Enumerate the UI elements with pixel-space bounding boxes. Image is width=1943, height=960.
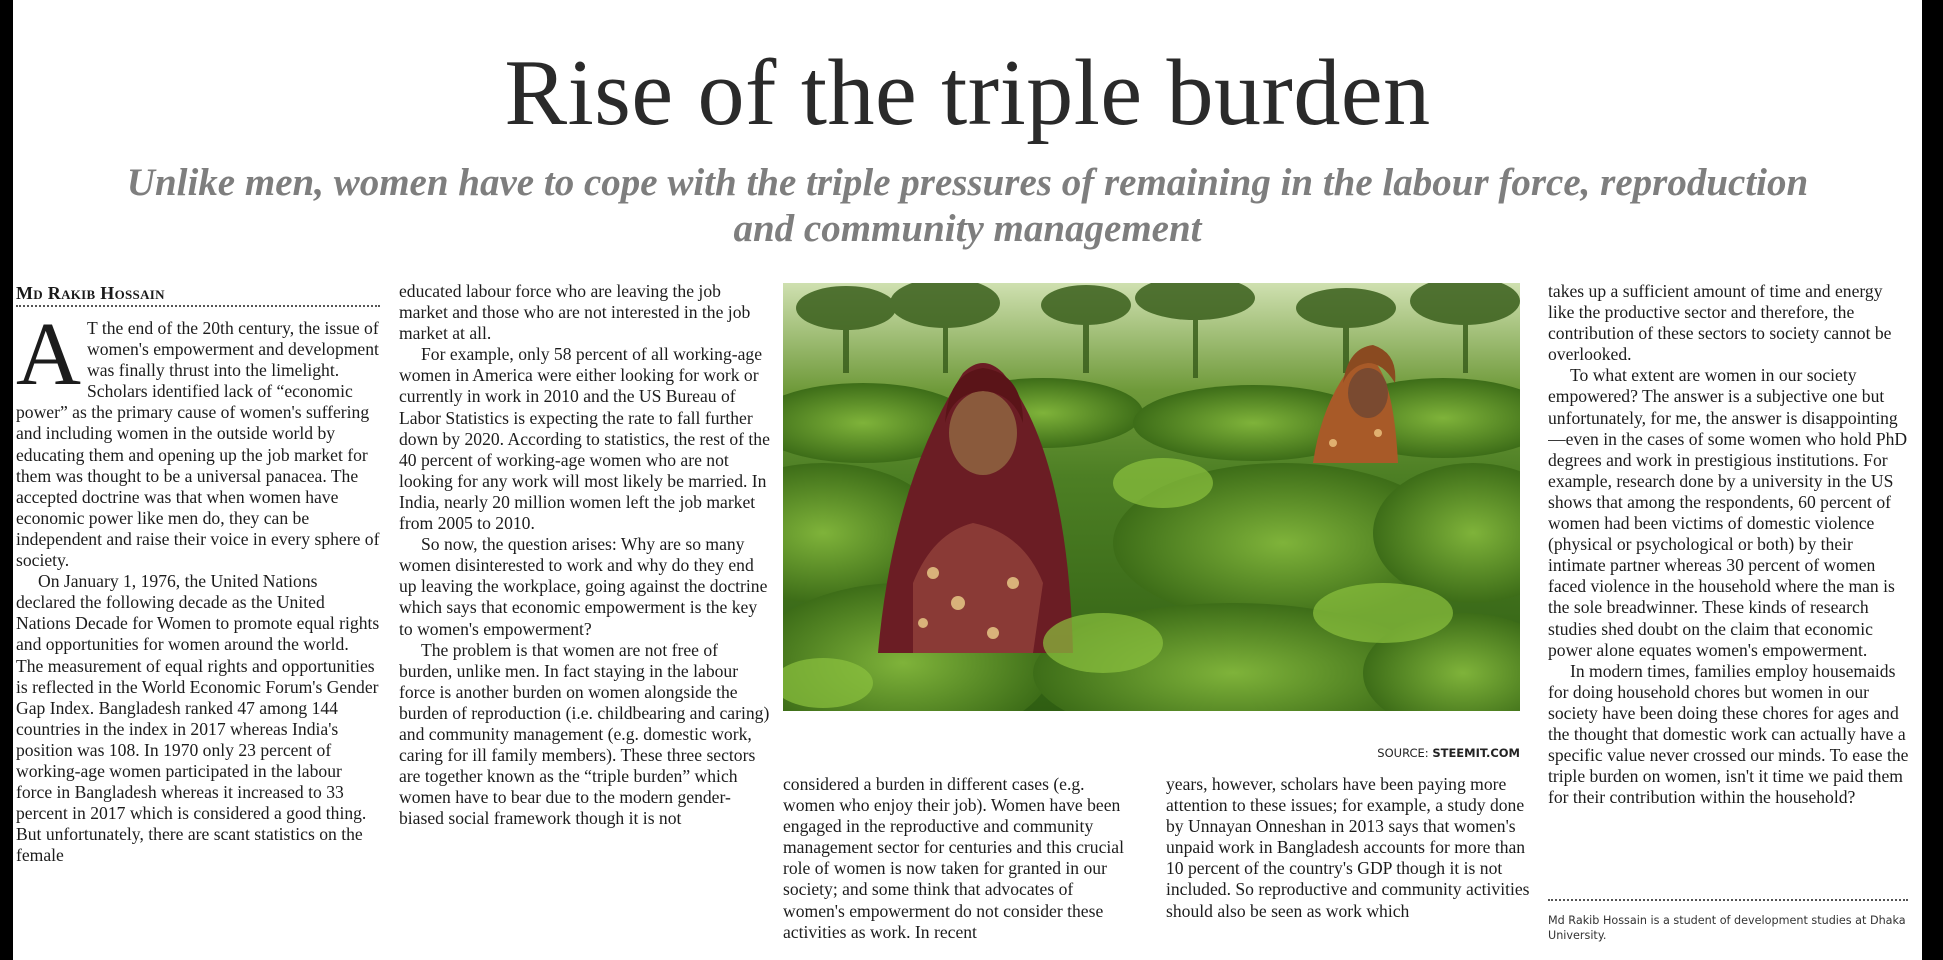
article-paragraph: years, however, scholars have been paying more attention to these issues; for example, a study done by Unnayan Onneshan in 2013 says that women's unpaid work in Bangladesh accounts for more than 10 percent of the country's GDP though it is not included. So reproductive and community activities should also be seen as work which — [1166, 774, 1530, 921]
article-paragraph: For example, only 58 percent of all working-age women in America were either looking for work or currently in work in 2010 and the US Bureau of Labor Statistics is expecting the rate to fall further down by 2020. According to statistics, the rest of the 40 percent of working-age women who are not looking for any work will most likely be married. In India, nearly 20 million women left the job market from 2005 to 2010. — [399, 344, 770, 534]
article-paragraph: takes up a sufficient amount of time and energy like the productive sector and therefore, the contribution of these sectors to society cannot be overlooked. — [1548, 281, 1892, 365]
newspaper-page — [13, 0, 1922, 960]
article-paragraph: To what extent are women in our society empowered? The answer is a subjective one but unfortunately, for me, the answer is disappointing—even in the cases of some women who hold PhD degrees and work in prestigious institutions. For example, research done by a university in the US shows that among the respondents, 60 percent of women had been victims of domestic violence (physical or psychological or both) by their intimate partner whereas 30 percent of women faced violence in the household where the man is the sole breadwinner. These kinds of research studies shed doubt on the claim that economic power alone equates women's empowerment. — [1548, 365, 1908, 660]
photo-credit-source: STEEMIT.COM — [1432, 746, 1520, 760]
article-column-5 — [1548, 281, 1912, 893]
paragraph-text: T the end of the 20th century, the issue of women's empowerment and development was finally thrust into the limelight. Scholars identified lack of “economic power” as the primary cause of women's suffering and including women in the outside world by educating them and opening up the job market for them was thought to be a universal panacea. The accepted doctrine was that when women have economic power like men do, they can be independent and raise their voice in every sphere of society. — [16, 318, 380, 571]
article-column-3 — [783, 774, 1137, 960]
subheadline: Unlike men, women have to cope with the triple pressures of remaining in the labour force, reproduction and community management — [126, 161, 1809, 250]
article-paragraph: On January 1, 1976, the United Nations declared the following decade as the United Nations Decade for Women to promote equal rights and opportunities for women around the world. The measurement of equal rights and opportunities is reflected in the World Economic Forum's Gender Gap Index. Bangladesh ranked 47 among 144 countries in the index in 2017 whereas India's position was 108. In 1970 only 23 percent of working-age women participated in the labour force in Bangladesh whereas it increased to 33 percent in 2017 which is considered a good thing. But unfortunately, there are scant statistics on the female — [16, 571, 380, 866]
photo-credit-label: SOURCE: — [1377, 746, 1429, 760]
article-column-4 — [1166, 774, 1530, 960]
article-column-2 — [399, 281, 770, 960]
photo-credit — [1113, 746, 1520, 760]
article-paragraph: educated labour force who are leaving the job market and those who are not interested in the job market at all. — [399, 281, 751, 344]
drop-cap: A — [16, 318, 81, 404]
article-column-1 — [16, 318, 380, 960]
article-photo — [783, 283, 1520, 711]
article-paragraph — [16, 318, 380, 571]
article-paragraph: The problem is that women are not free of burden, unlike men. In fact staying in the labour force is another burden on women alongside the burden of reproduction (i.e. childbearing and caring) and community management (e.g. domestic work, caring for ill family members). These three sectors are together known as the “triple burden” which women have to bear due to the modern gender-biased social framework though it is not — [399, 639, 770, 829]
bio-divider — [1548, 899, 1908, 901]
author-bio: Md Rakib Hossain is a student of development studies at Dhaka University. — [1548, 914, 1906, 942]
article-paragraph: In modern times, families employ housemaids for doing household chores but women in our society have been doing these chores for ages and the thought that domestic work can actually have a specific value never crossed our minds. To ease the triple burden on women, isn't it time we paid them for their contribution within the household? — [1548, 660, 1909, 808]
headline: Rise of the triple burden — [504, 41, 1431, 145]
article-paragraph: considered a burden in different cases (e.g. women who enjoy their job). Women have been engaged in the reproductive and community management sector for centuries and this crucial role of women is now taken for granted in our society; and some think that advocates of women's empowerment do not consider these activities as work. In recent — [783, 774, 1124, 942]
article-paragraph: So now, the question arises: Why are so many women disinterested to work and why do they end up leaving the workplace, going against the doctrine which says that economic empowerment is the key to women's empowerment? — [399, 534, 768, 639]
tea-garden-photo — [783, 283, 1520, 711]
byline: Md Rakib Hossain — [16, 283, 380, 307]
